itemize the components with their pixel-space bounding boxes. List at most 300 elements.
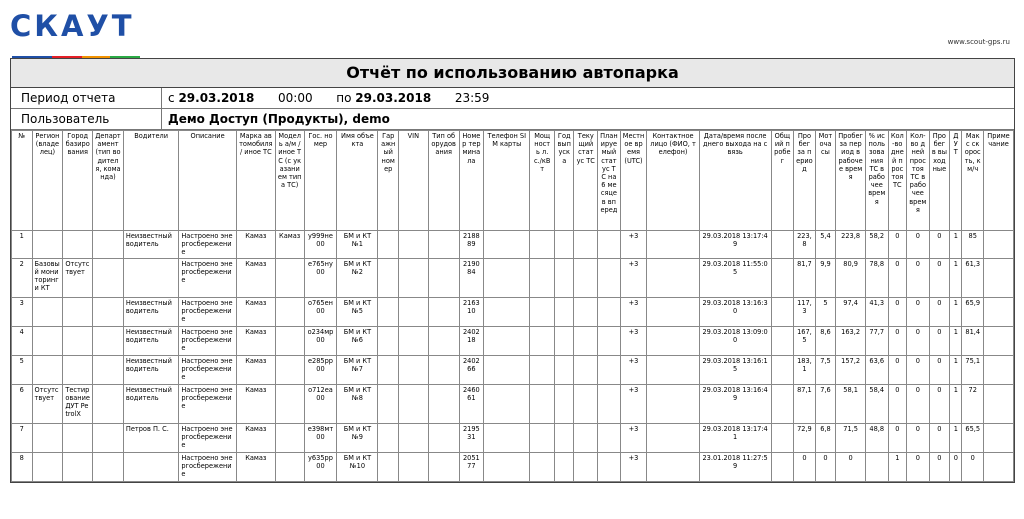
table-row bbox=[12, 384, 1014, 423]
user-value-text: Демо Доступ (Продукты), demo bbox=[168, 112, 390, 126]
table-cell bbox=[378, 326, 399, 355]
table-cell: 3 bbox=[12, 297, 33, 326]
table-cell: 6 bbox=[12, 384, 33, 423]
table-cell: 7,6 bbox=[815, 384, 836, 423]
table-cell bbox=[554, 423, 574, 452]
table-cell: Камаз bbox=[236, 258, 275, 297]
table-cell: 1 bbox=[888, 452, 906, 481]
table-cell bbox=[398, 326, 428, 355]
table-cell bbox=[530, 452, 555, 481]
table-cell bbox=[647, 231, 699, 259]
table-cell: 1 bbox=[950, 231, 962, 259]
table-cell bbox=[275, 258, 304, 297]
table-cell: БМ и КТ №7 bbox=[337, 355, 378, 384]
table-cell: 75,1 bbox=[962, 355, 984, 384]
table-cell: 240266 bbox=[459, 355, 484, 384]
table-cell bbox=[275, 355, 304, 384]
table-row bbox=[12, 326, 1014, 355]
period-row bbox=[11, 88, 1014, 109]
table-cell bbox=[484, 326, 530, 355]
table-cell bbox=[398, 297, 428, 326]
table-cell bbox=[32, 355, 63, 384]
table-cell: 0 bbox=[888, 355, 906, 384]
table-cell bbox=[771, 355, 794, 384]
column-header: Планируемый статус ТС на 6 месяцев вперед bbox=[598, 131, 621, 231]
table-cell: 7,5 bbox=[815, 355, 836, 384]
column-header: ДУТ bbox=[950, 131, 962, 231]
table-cell: Камаз bbox=[236, 297, 275, 326]
table-cell: 72 bbox=[962, 384, 984, 423]
table-cell: е765ну00 bbox=[304, 258, 337, 297]
table-cell bbox=[771, 384, 794, 423]
table-cell bbox=[554, 231, 574, 259]
table-cell: БМ и КТ №2 bbox=[337, 258, 378, 297]
table-cell bbox=[554, 355, 574, 384]
column-header: Модель а/м / иное ТС (с указанием типа ТС) bbox=[275, 131, 304, 231]
table-cell bbox=[530, 423, 555, 452]
table-cell: Настроено энергосбережение bbox=[179, 326, 236, 355]
table-cell bbox=[63, 423, 93, 452]
logo-color-bar bbox=[12, 45, 140, 49]
user-value bbox=[162, 109, 390, 129]
table-cell bbox=[398, 452, 428, 481]
table-cell: Камаз bbox=[275, 231, 304, 259]
table-cell bbox=[984, 258, 1014, 297]
table-cell: 72,9 bbox=[794, 423, 816, 452]
table-cell bbox=[984, 384, 1014, 423]
table-cell bbox=[647, 384, 699, 423]
table-cell bbox=[93, 384, 124, 423]
table-cell: 7 bbox=[12, 423, 33, 452]
table-cell bbox=[554, 258, 574, 297]
table-cell: Камаз bbox=[236, 384, 275, 423]
column-header: Гаражный номер bbox=[378, 131, 399, 231]
table-cell: 29.03.2018 11:55:05 bbox=[699, 258, 771, 297]
table-cell bbox=[93, 326, 124, 355]
table-cell: е398мт00 bbox=[304, 423, 337, 452]
table-cell bbox=[63, 231, 93, 259]
table-cell bbox=[63, 452, 93, 481]
table-cell: 0 bbox=[962, 452, 984, 481]
table-cell bbox=[598, 258, 621, 297]
table-cell bbox=[530, 355, 555, 384]
table-cell bbox=[984, 355, 1014, 384]
table-cell bbox=[428, 452, 459, 481]
column-header: Пробег в выходные bbox=[929, 131, 950, 231]
table-cell: 29.03.2018 13:16:15 bbox=[699, 355, 771, 384]
period-from-time: 00:00 bbox=[278, 91, 313, 105]
table-cell: 58,1 bbox=[836, 384, 866, 423]
table-cell bbox=[984, 423, 1014, 452]
report-container bbox=[10, 58, 1015, 483]
table-cell: 77,7 bbox=[865, 326, 888, 355]
table-cell: 0 bbox=[907, 384, 930, 423]
table-cell bbox=[530, 231, 555, 259]
table-cell: 71,5 bbox=[836, 423, 866, 452]
table-row bbox=[12, 355, 1014, 384]
table-cell bbox=[530, 297, 555, 326]
table-cell bbox=[93, 355, 124, 384]
table-cell: 0 bbox=[907, 452, 930, 481]
table-cell: 0 bbox=[929, 355, 950, 384]
table-cell: 8,6 bbox=[815, 326, 836, 355]
table-cell: +3 bbox=[620, 231, 647, 259]
table-cell: у635рр00 bbox=[304, 452, 337, 481]
table-cell: 0 bbox=[888, 384, 906, 423]
table-cell bbox=[554, 384, 574, 423]
table-cell: Тестирование ДУТ PetrolX bbox=[63, 384, 93, 423]
table-cell: 5,4 bbox=[815, 231, 836, 259]
table-cell: +3 bbox=[620, 452, 647, 481]
table-cell: 0 bbox=[950, 452, 962, 481]
table-cell: Настроено энергосбережение bbox=[179, 297, 236, 326]
table-cell bbox=[647, 452, 699, 481]
table-cell: 0 bbox=[929, 326, 950, 355]
table-cell: 0 bbox=[815, 452, 836, 481]
table-cell bbox=[398, 384, 428, 423]
table-cell bbox=[428, 231, 459, 259]
table-cell: 0 bbox=[929, 231, 950, 259]
table-cell: Отсутствует bbox=[63, 258, 93, 297]
table-cell: 163,2 bbox=[836, 326, 866, 355]
column-header: Моточасы bbox=[815, 131, 836, 231]
table-cell: 97,4 bbox=[836, 297, 866, 326]
table-cell: Неизвестный водитель bbox=[123, 297, 178, 326]
table-cell: 167,5 bbox=[794, 326, 816, 355]
table-cell bbox=[484, 423, 530, 452]
user-label: Пользователь bbox=[11, 109, 162, 129]
table-cell bbox=[647, 297, 699, 326]
site-url: www.scout-gps.ru bbox=[947, 38, 1010, 46]
table-cell bbox=[771, 297, 794, 326]
table-cell bbox=[574, 423, 598, 452]
column-header: Кол-во дней простоя ТС в рабочее время bbox=[907, 131, 930, 231]
table-cell bbox=[378, 258, 399, 297]
table-cell: 0 bbox=[907, 231, 930, 259]
table-cell: 0 bbox=[907, 297, 930, 326]
table-cell: 4 bbox=[12, 326, 33, 355]
table-cell bbox=[123, 452, 178, 481]
table-cell: Камаз bbox=[236, 423, 275, 452]
table-cell: 0 bbox=[929, 297, 950, 326]
table-cell: БМ и КТ №8 bbox=[337, 384, 378, 423]
column-header: Марка автомобиля / иное ТС bbox=[236, 131, 275, 231]
table-cell: 0 bbox=[907, 355, 930, 384]
column-header: Имя объекта bbox=[337, 131, 378, 231]
table-cell: 1 bbox=[950, 297, 962, 326]
table-cell: БМ и КТ №1 bbox=[337, 231, 378, 259]
table-cell: 29.03.2018 13:16:30 bbox=[699, 297, 771, 326]
table-cell bbox=[598, 231, 621, 259]
table-cell bbox=[428, 384, 459, 423]
table-cell bbox=[93, 258, 124, 297]
column-header: % использования ТС в рабочее время bbox=[865, 131, 888, 231]
table-cell: +3 bbox=[620, 326, 647, 355]
table-cell: 29.03.2018 13:16:49 bbox=[699, 384, 771, 423]
table-cell bbox=[378, 384, 399, 423]
table-cell: Неизвестный водитель bbox=[123, 355, 178, 384]
user-row bbox=[11, 109, 1014, 130]
table-cell: 1 bbox=[950, 355, 962, 384]
table-cell: 65,9 bbox=[962, 297, 984, 326]
table-cell bbox=[484, 452, 530, 481]
table-cell: 246061 bbox=[459, 384, 484, 423]
table-cell bbox=[378, 355, 399, 384]
column-header: Пробег за период в рабочее время bbox=[836, 131, 866, 231]
table-cell: 219531 bbox=[459, 423, 484, 452]
table-cell bbox=[93, 231, 124, 259]
table-cell: 48,8 bbox=[865, 423, 888, 452]
table-cell: 0 bbox=[907, 258, 930, 297]
table-cell: +3 bbox=[620, 423, 647, 452]
table-cell bbox=[378, 231, 399, 259]
table-cell: 0 bbox=[888, 231, 906, 259]
table-cell: 0 bbox=[888, 297, 906, 326]
table-cell: 1 bbox=[950, 326, 962, 355]
table-row bbox=[12, 297, 1014, 326]
table-cell bbox=[554, 326, 574, 355]
table-cell: 216310 bbox=[459, 297, 484, 326]
period-value bbox=[162, 88, 489, 108]
table-cell: Настроено энергосбережение bbox=[179, 384, 236, 423]
table-cell: Камаз bbox=[236, 355, 275, 384]
table-cell bbox=[598, 423, 621, 452]
column-header: Кол-во дней простоя ТС bbox=[888, 131, 906, 231]
scout-logo bbox=[10, 11, 150, 47]
table-cell: БМ и КТ №10 bbox=[337, 452, 378, 481]
table-cell bbox=[771, 452, 794, 481]
column-header: VIN bbox=[398, 131, 428, 231]
table-cell bbox=[647, 355, 699, 384]
table-cell bbox=[484, 258, 530, 297]
table-cell bbox=[63, 326, 93, 355]
table-cell bbox=[554, 452, 574, 481]
table-cell bbox=[275, 384, 304, 423]
table-cell bbox=[93, 423, 124, 452]
table-cell bbox=[647, 326, 699, 355]
table-cell: 183,1 bbox=[794, 355, 816, 384]
table-cell bbox=[32, 326, 63, 355]
table-cell bbox=[771, 258, 794, 297]
table-cell: +3 bbox=[620, 355, 647, 384]
column-header: Описание bbox=[179, 131, 236, 231]
period-to-prefix: по bbox=[336, 91, 352, 105]
table-cell: Петров П. С. bbox=[123, 423, 178, 452]
table-header-row bbox=[12, 131, 1014, 231]
table-cell bbox=[275, 326, 304, 355]
table-cell: 223,8 bbox=[794, 231, 816, 259]
table-cell: 0 bbox=[907, 326, 930, 355]
period-to-date: 29.03.2018 bbox=[355, 91, 432, 105]
period-from-date: 29.03.2018 bbox=[178, 91, 255, 105]
table-cell: 80,9 bbox=[836, 258, 866, 297]
table-cell bbox=[484, 297, 530, 326]
table-cell bbox=[984, 326, 1014, 355]
column-header: Гос. номер bbox=[304, 131, 337, 231]
table-cell: 61,3 bbox=[962, 258, 984, 297]
table-cell bbox=[771, 326, 794, 355]
table-cell: 87,1 bbox=[794, 384, 816, 423]
table-cell: 81,7 bbox=[794, 258, 816, 297]
table-cell: Неизвестный водитель bbox=[123, 326, 178, 355]
column-header: Макс скорость, км/ч bbox=[962, 131, 984, 231]
column-header: Департамент (тип водителя, команда) bbox=[93, 131, 124, 231]
table-cell bbox=[32, 231, 63, 259]
column-header: Мощность л.с./кВт bbox=[530, 131, 555, 231]
table-cell: 85 bbox=[962, 231, 984, 259]
table-cell: 29.03.2018 13:09:00 bbox=[699, 326, 771, 355]
table-row bbox=[12, 231, 1014, 259]
column-header: Город базирования bbox=[63, 131, 93, 231]
table-cell: 8 bbox=[12, 452, 33, 481]
table-cell bbox=[93, 297, 124, 326]
table-cell bbox=[275, 452, 304, 481]
table-cell: 2 bbox=[12, 258, 33, 297]
table-cell: Настроено энергосбережение bbox=[179, 258, 236, 297]
table-cell bbox=[598, 355, 621, 384]
table-cell: 41,3 bbox=[865, 297, 888, 326]
column-header: Тип оборудования bbox=[428, 131, 459, 231]
table-cell bbox=[530, 326, 555, 355]
table-cell bbox=[378, 297, 399, 326]
report-title: Отчёт по использованию автопарка bbox=[11, 59, 1014, 88]
table-cell bbox=[574, 452, 598, 481]
table-cell: 5 bbox=[12, 355, 33, 384]
table-cell: 0 bbox=[836, 452, 866, 481]
table-cell: 1 bbox=[950, 258, 962, 297]
table-cell bbox=[574, 326, 598, 355]
table-cell: у999не00 bbox=[304, 231, 337, 259]
table-cell bbox=[275, 297, 304, 326]
table-cell: Неизвестный водитель bbox=[123, 384, 178, 423]
table-cell: +3 bbox=[620, 384, 647, 423]
table-cell bbox=[428, 297, 459, 326]
table-cell bbox=[428, 326, 459, 355]
table-cell: Неизвестный водитель bbox=[123, 231, 178, 259]
column-header: Телефон SIM карты bbox=[484, 131, 530, 231]
column-header: Дата/время последнего выхода на связь bbox=[699, 131, 771, 231]
column-header: Общий пробег bbox=[771, 131, 794, 231]
table-cell bbox=[484, 355, 530, 384]
table-cell bbox=[647, 258, 699, 297]
table-cell: Настроено энергосбережение bbox=[179, 231, 236, 259]
table-cell bbox=[93, 452, 124, 481]
table-cell: 219084 bbox=[459, 258, 484, 297]
table-cell: 5 bbox=[815, 297, 836, 326]
table-cell bbox=[428, 423, 459, 452]
table-cell: БМ и КТ №5 bbox=[337, 297, 378, 326]
table-cell bbox=[398, 423, 428, 452]
table-cell bbox=[428, 258, 459, 297]
table-cell: +3 bbox=[620, 258, 647, 297]
period-label: Период отчета bbox=[11, 88, 162, 108]
table-cell bbox=[984, 231, 1014, 259]
table-cell: 218889 bbox=[459, 231, 484, 259]
table-cell bbox=[574, 384, 598, 423]
table-cell: 0 bbox=[888, 258, 906, 297]
table-cell: 78,8 bbox=[865, 258, 888, 297]
table-cell bbox=[647, 423, 699, 452]
table-cell: БМ и КТ №9 bbox=[337, 423, 378, 452]
table-cell bbox=[32, 423, 63, 452]
table-cell: о234мр00 bbox=[304, 326, 337, 355]
table-cell: 58,4 bbox=[865, 384, 888, 423]
table-cell: 6,8 bbox=[815, 423, 836, 452]
table-cell bbox=[771, 231, 794, 259]
table-cell: 240218 bbox=[459, 326, 484, 355]
table-cell: 0 bbox=[929, 258, 950, 297]
table-cell bbox=[530, 384, 555, 423]
table-cell: 58,2 bbox=[865, 231, 888, 259]
table-cell: 0 bbox=[929, 384, 950, 423]
table-cell bbox=[63, 297, 93, 326]
table-cell bbox=[771, 423, 794, 452]
table-cell bbox=[398, 231, 428, 259]
table-cell bbox=[598, 297, 621, 326]
column-header: Водители bbox=[123, 131, 178, 231]
table-cell bbox=[574, 231, 598, 259]
table-cell bbox=[428, 355, 459, 384]
table-cell bbox=[574, 297, 598, 326]
column-header: Примечание bbox=[984, 131, 1014, 231]
table-cell: Настроено энергосбережение bbox=[179, 452, 236, 481]
period-from-prefix: с bbox=[168, 91, 175, 105]
table-cell: 205177 bbox=[459, 452, 484, 481]
table-cell: 29.03.2018 13:17:41 bbox=[699, 423, 771, 452]
column-header: Пробег за период bbox=[794, 131, 816, 231]
table-cell: 0 bbox=[907, 423, 930, 452]
table-cell: 223,8 bbox=[836, 231, 866, 259]
column-header: № bbox=[12, 131, 33, 231]
table-cell: Настроено энергосбережение bbox=[179, 355, 236, 384]
table-cell: о712еа00 bbox=[304, 384, 337, 423]
table-cell: 0 bbox=[794, 452, 816, 481]
table-cell: 1 bbox=[950, 384, 962, 423]
logo-text: СКАУТ bbox=[10, 9, 135, 43]
table-cell: Базовый мониторинг и КТ bbox=[32, 258, 63, 297]
table-cell: 0 bbox=[929, 423, 950, 452]
table-cell bbox=[123, 258, 178, 297]
table-cell bbox=[598, 452, 621, 481]
column-header: Местное время (UTC) bbox=[620, 131, 647, 231]
table-cell: +3 bbox=[620, 297, 647, 326]
table-cell: 0 bbox=[888, 423, 906, 452]
column-header: Текущий статус ТС bbox=[574, 131, 598, 231]
table-cell: 81,4 bbox=[962, 326, 984, 355]
table-cell: Камаз bbox=[236, 231, 275, 259]
column-header: Номер терминала bbox=[459, 131, 484, 231]
table-row bbox=[12, 258, 1014, 297]
table-cell bbox=[484, 231, 530, 259]
table-cell: е285рр00 bbox=[304, 355, 337, 384]
table-cell: 1 bbox=[950, 423, 962, 452]
table-cell bbox=[598, 326, 621, 355]
table-cell bbox=[32, 452, 63, 481]
table-cell bbox=[378, 452, 399, 481]
table-cell: 1 bbox=[12, 231, 33, 259]
column-header: Регион (владелец) bbox=[32, 131, 63, 231]
table-cell bbox=[275, 423, 304, 452]
table-row bbox=[12, 423, 1014, 452]
table-row bbox=[12, 452, 1014, 481]
fleet-table bbox=[11, 130, 1014, 482]
table-cell bbox=[484, 384, 530, 423]
table-cell bbox=[32, 297, 63, 326]
table-cell bbox=[574, 258, 598, 297]
column-header: Год выпуска bbox=[554, 131, 574, 231]
table-cell: БМ и КТ №6 bbox=[337, 326, 378, 355]
table-cell: 23.01.2018 11:27:59 bbox=[699, 452, 771, 481]
